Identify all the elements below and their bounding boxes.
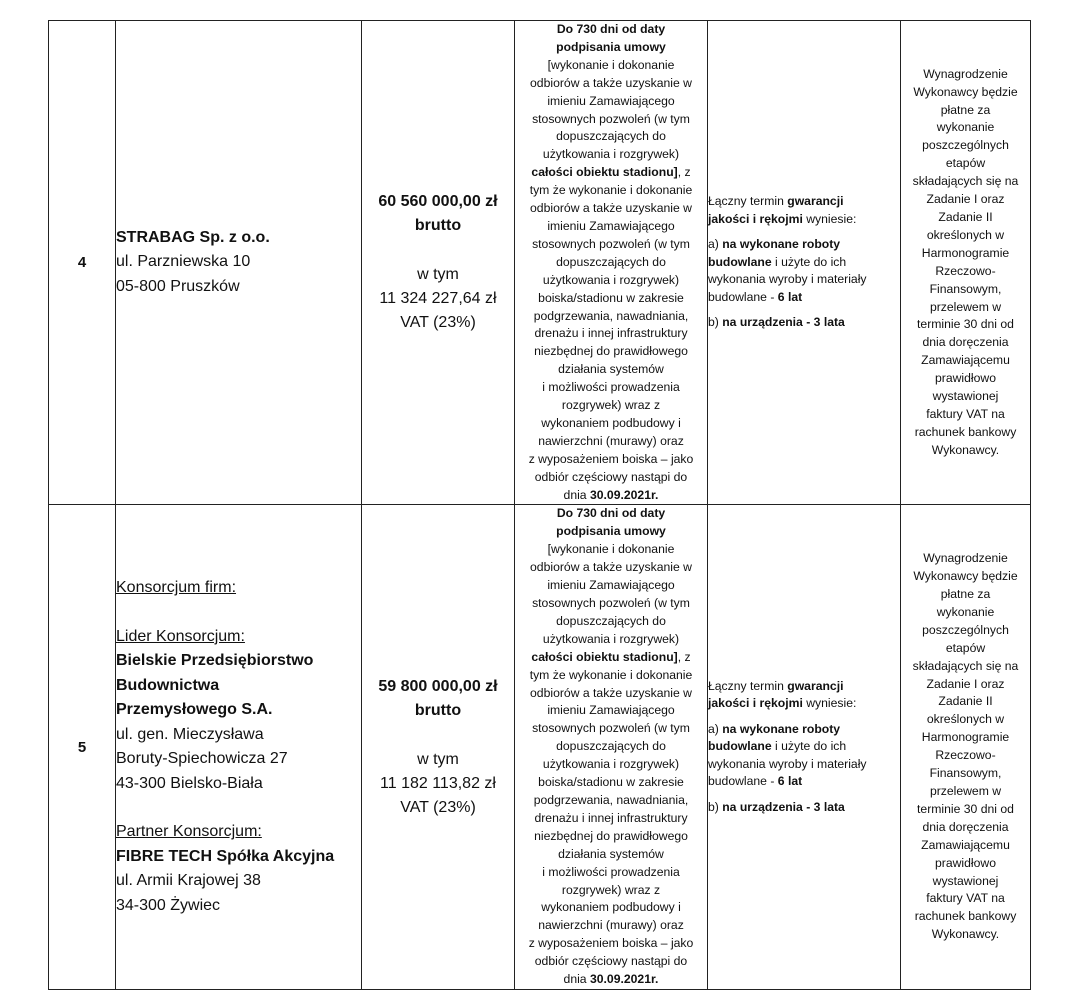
payment-line: wystawionej [932,873,999,888]
payment-line: faktury VAT na [926,406,1005,421]
partner-label: Partner Konsorcjum: [116,823,262,841]
leader-city: 43-300 Bielsko-Biała [116,774,263,792]
payment-line: prawidłowo [935,855,996,870]
table-row [49,21,1031,505]
term-line: wykonaniem podbudowy i [541,415,681,430]
term-line: dopuszczających do [556,613,666,628]
vat-rate: VAT (23%) [400,798,476,816]
price-gross: 59 800 000,00 zł [378,677,498,695]
warranty-bold: 6 lat [777,774,803,789]
term-tail: , z [677,649,691,664]
completion-term-cell [515,21,708,505]
payment-line: wykonanie [936,604,995,619]
warranty-text: a) [708,237,723,252]
term-line: tym że wykonanie i dokonanie [529,667,693,682]
warranty-line [708,289,900,307]
payment-line: etapów [945,156,986,171]
warranty-line [708,211,900,229]
term-line: podgrzewania, nawadniania, [533,308,689,323]
payment-line: etapów [945,640,986,655]
warranty-text: i użyte do ich [771,254,847,269]
warranty-bold: jakości i rękojmi [708,696,803,711]
term-line: odbiorów a także uzyskanie w [530,685,692,700]
payment-line: Wykonawcy. [931,442,1000,457]
payment-line: przelewem w [929,299,1002,314]
term-date: 30.09.2021r. [589,487,659,502]
term-line: rozgrywek) wraz z [561,398,661,413]
payment-line: Zadanie I oraz [926,192,1005,207]
warranty-line [708,236,900,254]
term-date-prefix: dnia [563,487,590,502]
warranty-bold: na urządzenia - 3 lata [722,799,845,814]
term-line: i możliwości prowadzenia [542,864,680,879]
term-line: imieniu Zamawiającego [547,578,675,593]
warranty-text: budowlane - [708,289,778,304]
warranty-line: wykonania wyroby i materiały [708,272,867,287]
vat-intro: w tym [417,750,459,768]
warranty-line [708,254,900,272]
payment-terms-cell [901,505,1031,989]
term-line: imieniu Zamawiającego [547,703,675,718]
term-line: [wykonanie i dokonanie [547,57,675,72]
payment-line: określonych w [926,712,1005,727]
warranty-text: a) [708,721,723,736]
warranty-text: wyniesie: [802,696,857,711]
warranty-cell [708,505,901,989]
payment-line: Rzeczowo- [935,748,996,763]
contractor-cell [116,505,362,989]
term-bold: całości obiektu stadionu] [531,165,678,180]
payment-line: poszczególnych [922,622,1009,637]
term-line: boiska/stadionu w zakresie [538,775,684,790]
term-line: Do 730 dni od daty [556,22,666,36]
payment-line: Rzeczowo- [935,263,996,278]
warranty-text: wyniesie: [802,211,857,226]
term-line: podpisania umowy [556,524,666,539]
offers-table [48,20,1031,990]
completion-term-cell [515,505,708,989]
payment-terms-cell [901,21,1031,505]
payment-line: płatne za [940,587,991,602]
term-line: [wykonanie i dokonanie [547,542,675,557]
term-line: nawierzchni (murawy) oraz [538,918,684,933]
warranty-line [708,314,900,332]
term-line: działania systemów [558,846,664,861]
warranty-bold: na wykonane roboty [722,721,841,736]
warranty-line [708,773,900,791]
payment-line: składających się na [912,174,1019,189]
payment-line: Finansowym, [929,281,1002,296]
payment-line: Wykonawcy będzie [913,84,1018,99]
vat-amount: 11 324 227,64 zł [379,290,497,308]
term-line: działania systemów [558,362,664,377]
vat-intro: w tym [417,266,459,284]
warranty-line [708,193,900,211]
term-line: dopuszczających do [556,129,666,144]
warranty-bold: na wykonane roboty [722,237,841,252]
table-row [49,505,1031,989]
term-line: tym że wykonanie i dokonanie [529,183,693,198]
payment-line: Wykonawcy będzie [913,569,1018,584]
payment-line: dnia doręczenia [922,819,1009,834]
warranty-bold: gwarancji [787,678,844,693]
term-line: użytkowania i rozgrywek) [542,631,680,646]
term-line: stosownych pozwoleń (w tym [532,596,690,610]
payment-line: składających się na [912,658,1019,673]
term-line: odbiór częściowy nastąpi do [534,469,688,484]
term-line: dopuszczających do [556,739,666,754]
payment-line: terminie 30 dni od [917,801,1014,816]
term-line: odbiorów a także uzyskanie w [530,560,692,575]
term-line: użytkowania i rozgrywek) [542,757,680,772]
payment-line: Harmonogramie [921,730,1010,745]
payment-line: poszczególnych [922,138,1009,153]
warranty-text: Łączny termin [708,194,788,209]
warranty-line [708,695,900,713]
vat-amount: 11 182 113,82 zł [380,774,496,792]
warranty-bold: na urządzenia - 3 lata [722,315,845,330]
payment-line: określonych w [926,227,1005,242]
payment-line: Wynagrodzenie [923,551,1008,566]
term-line: boiska/stadionu w zakresie [538,290,684,305]
term-line: podgrzewania, nawadniania, [533,792,689,807]
partner-street: ul. Armii Krajowej 38 [116,872,261,890]
consortium-label: Konsorcjum firm: [116,579,237,597]
term-line: drenażu i innej infrastruktury [534,810,688,825]
warranty-bold: 6 lat [777,289,803,304]
term-line: nawierzchni (murawy) oraz [538,433,684,448]
payment-line: wystawionej [932,389,999,404]
partner-name: FIBRE TECH Spółka Akcyjna [116,847,335,865]
contractor-street: ul. Parzniewska 10 [116,253,251,271]
term-line: podpisania umowy [556,39,666,54]
term-line [515,164,707,182]
leader-street: Boruty-Spiechowicza 27 [116,750,288,768]
warranty-line [708,678,900,696]
leader-street: ul. gen. Mieczysława [116,725,264,743]
term-line: stosownych pozwoleń (w tym [532,236,690,251]
term-line: stosownych pozwoleń (w tym [532,111,690,126]
warranty-bold: budowlane [708,739,772,754]
term-line: rozgrywek) wraz z [561,882,661,897]
term-line: imieniu Zamawiającego [547,93,675,108]
warranty-cell [708,21,901,505]
leader-label: Lider Konsorcjum: [116,627,245,645]
warranty-line [708,738,900,756]
vat-rate: VAT (23%) [400,314,476,332]
term-date: 30.09.2021r. [589,972,659,987]
term-line: imieniu Zamawiającego [547,218,675,233]
warranty-bold: budowlane [708,254,772,269]
contractor-city: 05-800 Pruszków [116,277,240,295]
payment-line: prawidłowo [935,371,996,386]
term-tail: , z [677,165,691,180]
term-line: i możliwości prowadzenia [542,380,680,395]
payment-line: płatne za [940,102,991,117]
leader-name: Budownictwa [116,676,220,694]
warranty-bold: gwarancji [787,194,844,209]
warranty-text: Łączny termin [708,678,788,693]
term-line: niezbędnej do prawidłowego [534,828,688,843]
warranty-text: i użyte do ich [771,739,847,754]
payment-line: dnia doręczenia [922,335,1009,350]
partner-city: 34-300 Żywiec [116,896,221,914]
payment-line: faktury VAT na [926,891,1005,906]
term-line: użytkowania i rozgrywek) [542,272,680,287]
term-line [515,649,707,667]
payment-line: Zadanie II [938,210,993,225]
term-line: odbiorów a także uzyskanie w [530,75,692,90]
warranty-line: wykonania wyroby i materiały [708,756,867,771]
payment-line: Zamawiającemu [921,837,1010,852]
payment-line: wykonanie [936,120,995,135]
leader-name: Bielskie Przedsiębiorstwo [116,652,314,670]
payment-line: rachunek bankowy [914,909,1017,924]
price-gross: 60 560 000,00 zł [378,193,498,211]
payment-line: Wykonawcy. [931,927,1000,942]
term-line: z wyposażeniem boiska – jako [528,451,694,466]
price-gross-suffix: brutto [414,701,462,719]
term-line: wykonaniem podbudowy i [541,900,681,915]
term-date-prefix: dnia [563,972,590,987]
warranty-bold: jakości i rękojmi [708,211,803,226]
leader-name: Przemysłowego S.A. [116,701,273,719]
term-line [515,971,707,989]
term-line: stosownych pozwoleń (w tym [532,721,690,736]
offer-number: 5 [49,505,116,989]
term-line: niezbędnej do prawidłowego [534,344,688,359]
price-cell [362,505,515,989]
warranty-line [708,799,900,817]
payment-line: terminie 30 dni od [917,317,1014,332]
payment-line: Zamawiającemu [921,353,1010,368]
payment-line: Zadanie II [938,694,993,709]
warranty-text: b) [708,315,723,330]
payment-line: Wynagrodzenie [923,66,1008,81]
payment-line: Finansowym, [929,766,1002,781]
term-line: odbiorów a także uzyskanie w [530,201,692,216]
term-line: drenażu i innej infrastruktury [534,326,688,341]
warranty-line [708,721,900,739]
term-bold: całości obiektu stadionu] [531,649,678,664]
warranty-text: b) [708,799,723,814]
payment-line: Harmonogramie [921,245,1010,260]
term-line: Do 730 dni od daty [556,506,666,521]
term-line: użytkowania i rozgrywek) [542,147,680,162]
term-line: odbiór częściowy nastąpi do [534,954,688,969]
term-line: z wyposażeniem boiska – jako [528,936,694,951]
payment-line: rachunek bankowy [914,424,1017,439]
price-gross-suffix: brutto [414,217,462,235]
contractor-cell [116,21,362,505]
contractor-name: STRABAG Sp. z o.o. [116,228,270,246]
price-cell [362,21,515,505]
offer-number: 4 [49,21,116,505]
warranty-text: budowlane - [708,774,778,789]
term-line: dopuszczających do [556,254,666,269]
term-line [515,487,707,505]
payment-line: przelewem w [929,784,1002,799]
payment-line: Zadanie I oraz [926,676,1005,691]
